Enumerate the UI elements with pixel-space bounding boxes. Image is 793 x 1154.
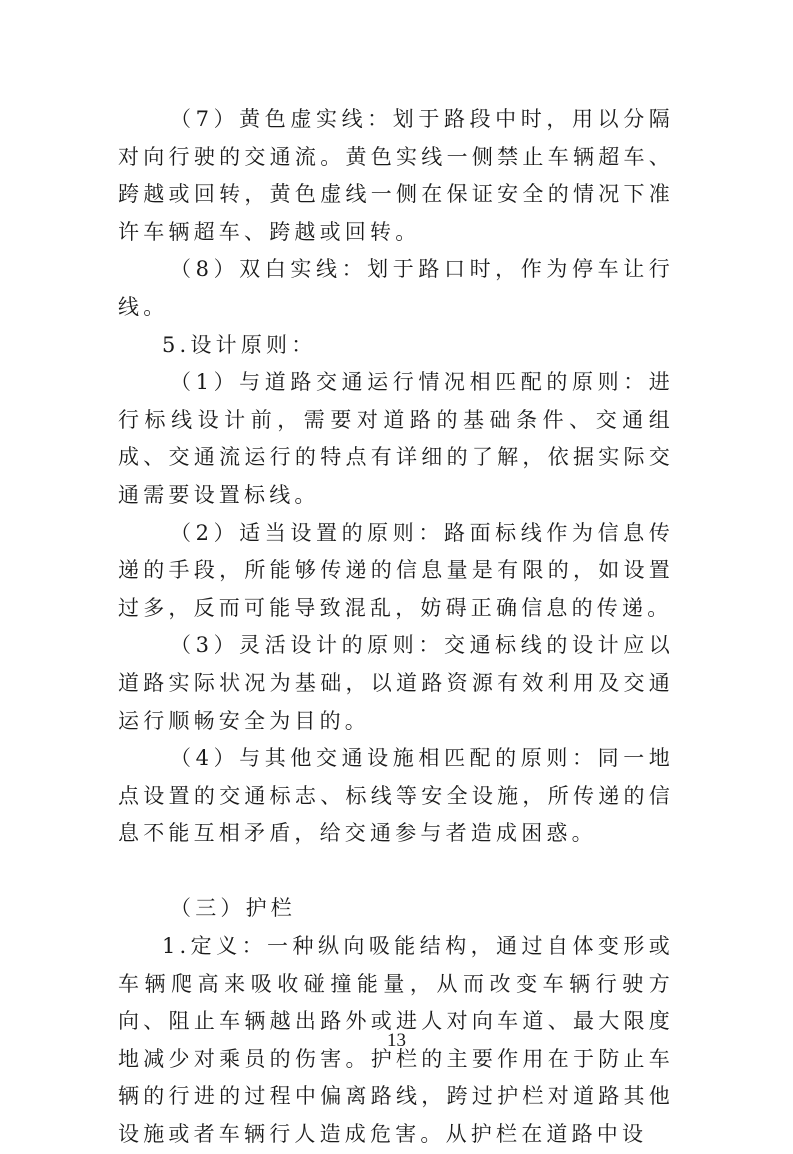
document-page bbox=[118, 101, 674, 1154]
paragraph-item-7: （7）黄色虚实线：划于路段中时，用以分隔对向行驶的交通流。黄色实线一侧禁止车辆超车、跨越或回转，黄色虚线一侧在保证安全的情况下准许车辆超车、跨越或回转。 bbox=[118, 107, 674, 244]
paragraph-guardrail-definition: 1.定义：一种纵向吸能结构，通过自体变形或车辆爬高来吸收碰撞能量，从而改变车辆行驶方向、阻止车辆越出路外或进人对向车道、最大限度地减少对乘员的伤害。护栏的主要作用在于防止车辆的行进的过程中偏离路线，跨过护栏对道路其他设施或者车辆行人造成危害。从护栏在道路中设 bbox=[118, 934, 674, 1147]
paragraph-principle-4: （4）与其他交通设施相匹配的原则：同一地点设置的交通标志、标线等安全设施，所传递的信息不能互相矛盾，给交通参与者造成困惑。 bbox=[118, 746, 674, 846]
blank-line bbox=[118, 853, 674, 891]
page-number: 13 bbox=[387, 1030, 406, 1051]
paragraph-principle-1: （1）与道路交通运行情况相匹配的原则：进行标线设计前，需要对道路的基础条件、交通组成、交通流运行的特点有详细的了解，依据实际交通需要设置标线。 bbox=[118, 370, 674, 507]
paragraph-item-8: （8）双白实线：划于路口时，作为停车让行线。 bbox=[118, 257, 674, 319]
heading-design-principles: 5.设计原则： bbox=[162, 332, 317, 357]
heading-guardrail-section: （三）护栏 bbox=[170, 896, 296, 921]
paragraph-principle-3: （3）灵活设计的原则：交通标线的设计应以道路实际状况为基础，以道路资源有效利用及交通运行顺畅安全为目的。 bbox=[118, 633, 674, 733]
paragraph-principle-2: （2）适当设置的原则：路面标线作为信息传递的手段，所能够传递的信息量是有限的，如设置过多，反而可能导致混乱，妨碍正确信息的传递。 bbox=[118, 520, 674, 620]
